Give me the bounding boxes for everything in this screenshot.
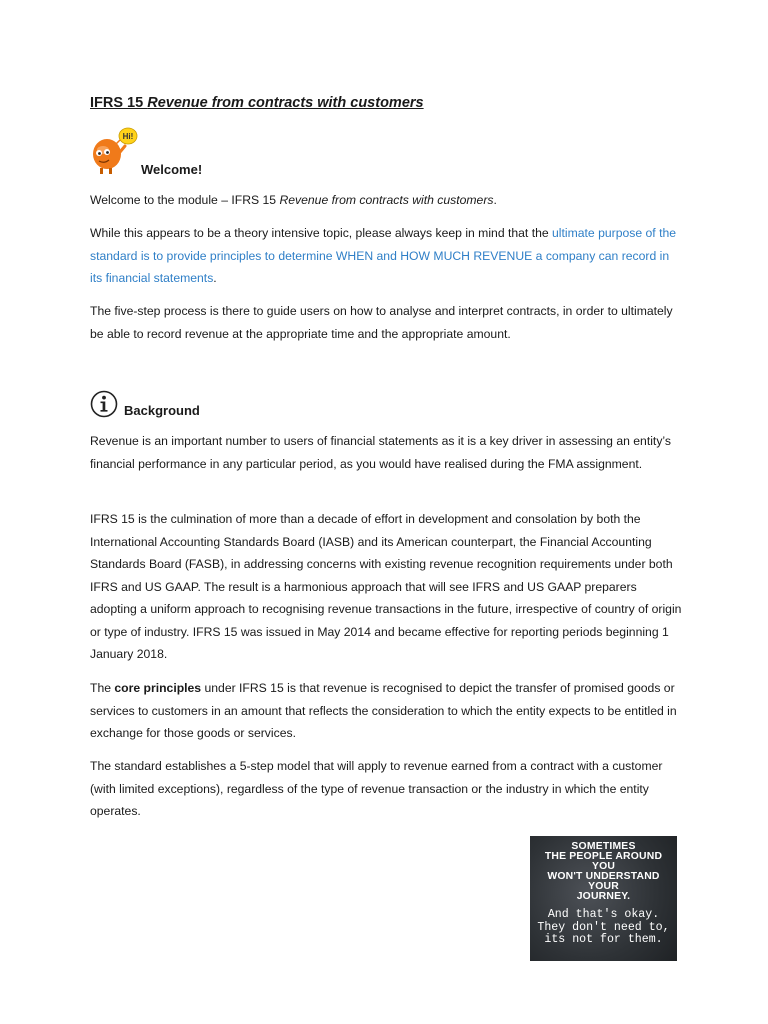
quote-line: They don't need to,	[537, 920, 670, 934]
welcome-paragraph-1	[90, 189, 682, 212]
background-paragraph-2: IFRS 15 is the culmination of more than a decade of effort in development and consolation by both the International Accounting Standards Board (IASB) and its American counterpart, the Financial Accounting Standards Board (FASB), in addressing concerns with existing revenue recognition requirements under both IFRS and US GAAP. The result is a harmonious approach that will see IFRS and US GAAP preparers adopting a uniform approach to recognising revenue transactions in the future, irrespective of country of origin or type of industry. IFRS 15 was issued in May 2014 and became effective for reporting periods beginning 1 January 2018.	[90, 512, 682, 661]
welcome-heading: Welcome!	[141, 162, 203, 177]
quote-image	[530, 836, 677, 961]
text-run: under IFRS 15 is that revenue is recognised to depict the transfer of promised goods or services to customers in an amount that reflects the consideration to which the entity expects to be entitled in exchange for those goods or services.	[90, 681, 677, 740]
text-run: .	[493, 193, 497, 207]
mascot-hi-icon	[90, 126, 138, 176]
title-prefix: IFRS 15	[90, 95, 148, 111]
quote-line: SOMETIMES	[571, 841, 636, 852]
welcome-paragraph-3: The five-step process is there to guide users on how to analyse and interpret contracts, in order to ultimately be able to record revenue at the appropriate time and the appropriate amount.	[90, 304, 673, 341]
background-paragraph-3	[90, 677, 682, 745]
quote-line: WON'T UNDERSTAND	[547, 871, 660, 882]
text-run: Welcome to the module – IFRS 15	[90, 193, 280, 207]
core-principles-bold: core principles	[114, 681, 202, 695]
text-run: .	[213, 271, 217, 285]
text-run: The	[90, 681, 115, 695]
quote-line: JOURNEY.	[576, 891, 631, 902]
page-title	[90, 92, 424, 115]
title-italic: Revenue from contracts with customers	[147, 95, 424, 111]
quote-line: And that's okay.	[547, 908, 660, 921]
quote-line: THE PEOPLE AROUND	[544, 851, 663, 862]
text-run-italic: Revenue from contracts with customers	[279, 193, 494, 207]
info-icon	[90, 390, 118, 418]
background-heading: Background	[124, 403, 200, 418]
welcome-paragraph-2	[90, 222, 682, 290]
background-paragraph-1: Revenue is an important number to users of financial statements as it is a key driver in assessing an entity’s financial performance in any particular period, as you would have realised during the FMA assignment.	[90, 434, 671, 471]
mascot-bubble-text: Hi!	[122, 132, 134, 141]
highlighted-purpose-text: ultimate purpose of the standard is to provide principles to determine WHEN and HOW MUCH REVENUE a company can record in its financial statements	[90, 226, 677, 285]
quote-line: its not for them.	[544, 933, 663, 946]
background-paragraph-4: The standard establishes a 5-step model that will apply to revenue earned from a contract with a customer (with limited exceptions), regardless of the type of revenue transaction or the industry in which the entity operates.	[90, 759, 663, 818]
quote-line: YOUR	[588, 881, 619, 892]
quote-line: YOU	[591, 861, 616, 872]
text-run: While this appears to be a theory intensive topic, please always keep in mind that the	[90, 226, 553, 240]
